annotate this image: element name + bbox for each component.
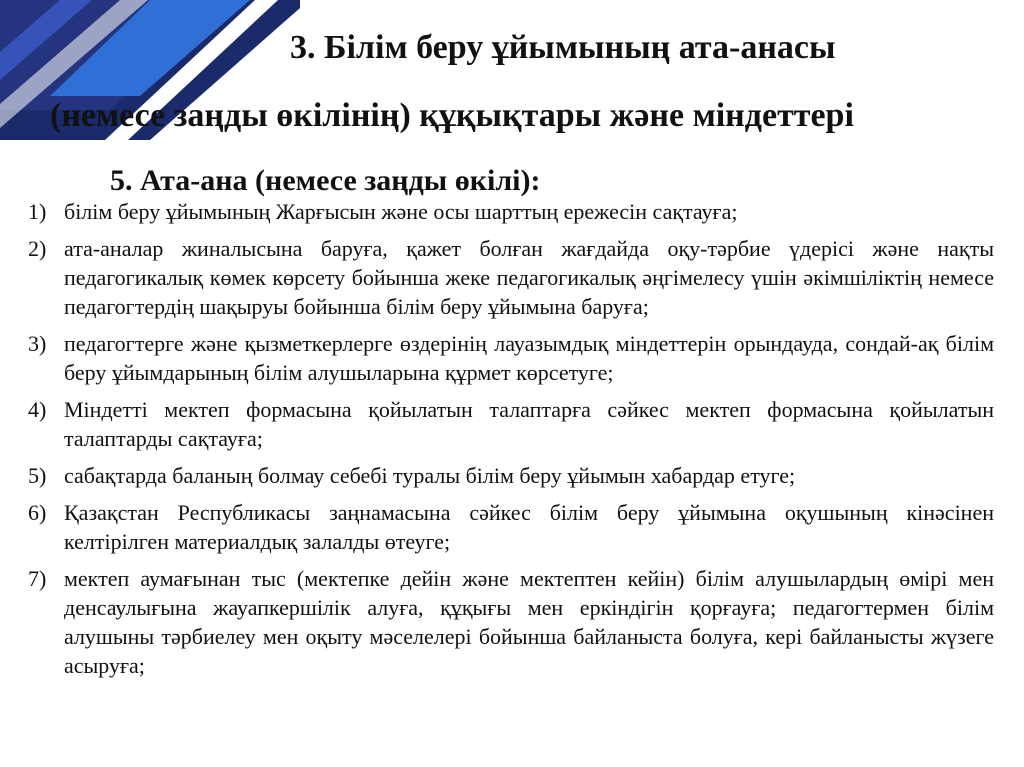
list-item (28, 197, 994, 226)
item-text: ата-аналар жиналысына баруға, қажет болған жағдайда оқу-тәрбие үдерісі және нақты педагогикалық көмек көрсету бойынша жеке педагогикалық әңгімелесу үшін әкімшіліктің немесе педагогтердің шақыруы бойынша білім беру ұйымына баруға; (64, 236, 994, 319)
item-number: 4) (28, 397, 47, 422)
list-item (28, 498, 994, 556)
list-item (28, 461, 994, 490)
item-text: мектеп аумағынан тыс (мектепке дейін және мектептен кейін) білім алушылардың өмірі мен денсаулығына жауапкершілік алуға, құқығы мен еркіндігін қорғауға; педагогтермен білім алушыны тәрбиелеу мен оқыту мәселелері бойынша байланыста болуға, кері байланысты жүзеге асыруға; (64, 566, 994, 678)
section-subtitle: 5. Ата-ана (немесе заңды өкілі): (110, 164, 541, 197)
item-text: Қазақстан Республикасы заңнамасына сәйкес білім беру ұйымына оқушының кінәсінен келтірілген материалдық залалды өтеуге; (64, 500, 994, 554)
item-number: 5) (28, 463, 47, 488)
item-text: білім беру ұйымының Жарғысын және осы шарттың ережесін сақтауға; (64, 199, 738, 224)
item-text: педагогтерге және қызметкерлерге өздерінің лауазымдық міндеттерін орындауда, сондай-ақ білім беру ұйымдарының білім алушыларына құрмет көрсетуге; (64, 331, 994, 385)
item-number: 6) (28, 500, 47, 525)
list-item (28, 329, 994, 387)
title-line-2: (немесе заңды өкілінің) құқықтары және міндеттері (50, 97, 854, 134)
item-number: 2) (28, 236, 47, 261)
item-number: 1) (28, 199, 47, 224)
item-text: сабақтарда баланың болмау себебі туралы білім беру ұйымын хабардар етуге; (64, 463, 796, 488)
item-number: 3) (28, 331, 47, 356)
list-item (28, 564, 994, 680)
list-item (28, 395, 994, 453)
item-text: Міндетті мектеп формасына қойылатын талаптарға сәйкес мектеп формасына қойылатын талаптарды сақтауға; (64, 397, 994, 451)
list-item (28, 234, 994, 321)
item-number: 7) (28, 566, 47, 591)
obligations-list (28, 197, 994, 688)
title-line-1: 3. Білім беру ұйымының ата-анасы (290, 29, 836, 66)
